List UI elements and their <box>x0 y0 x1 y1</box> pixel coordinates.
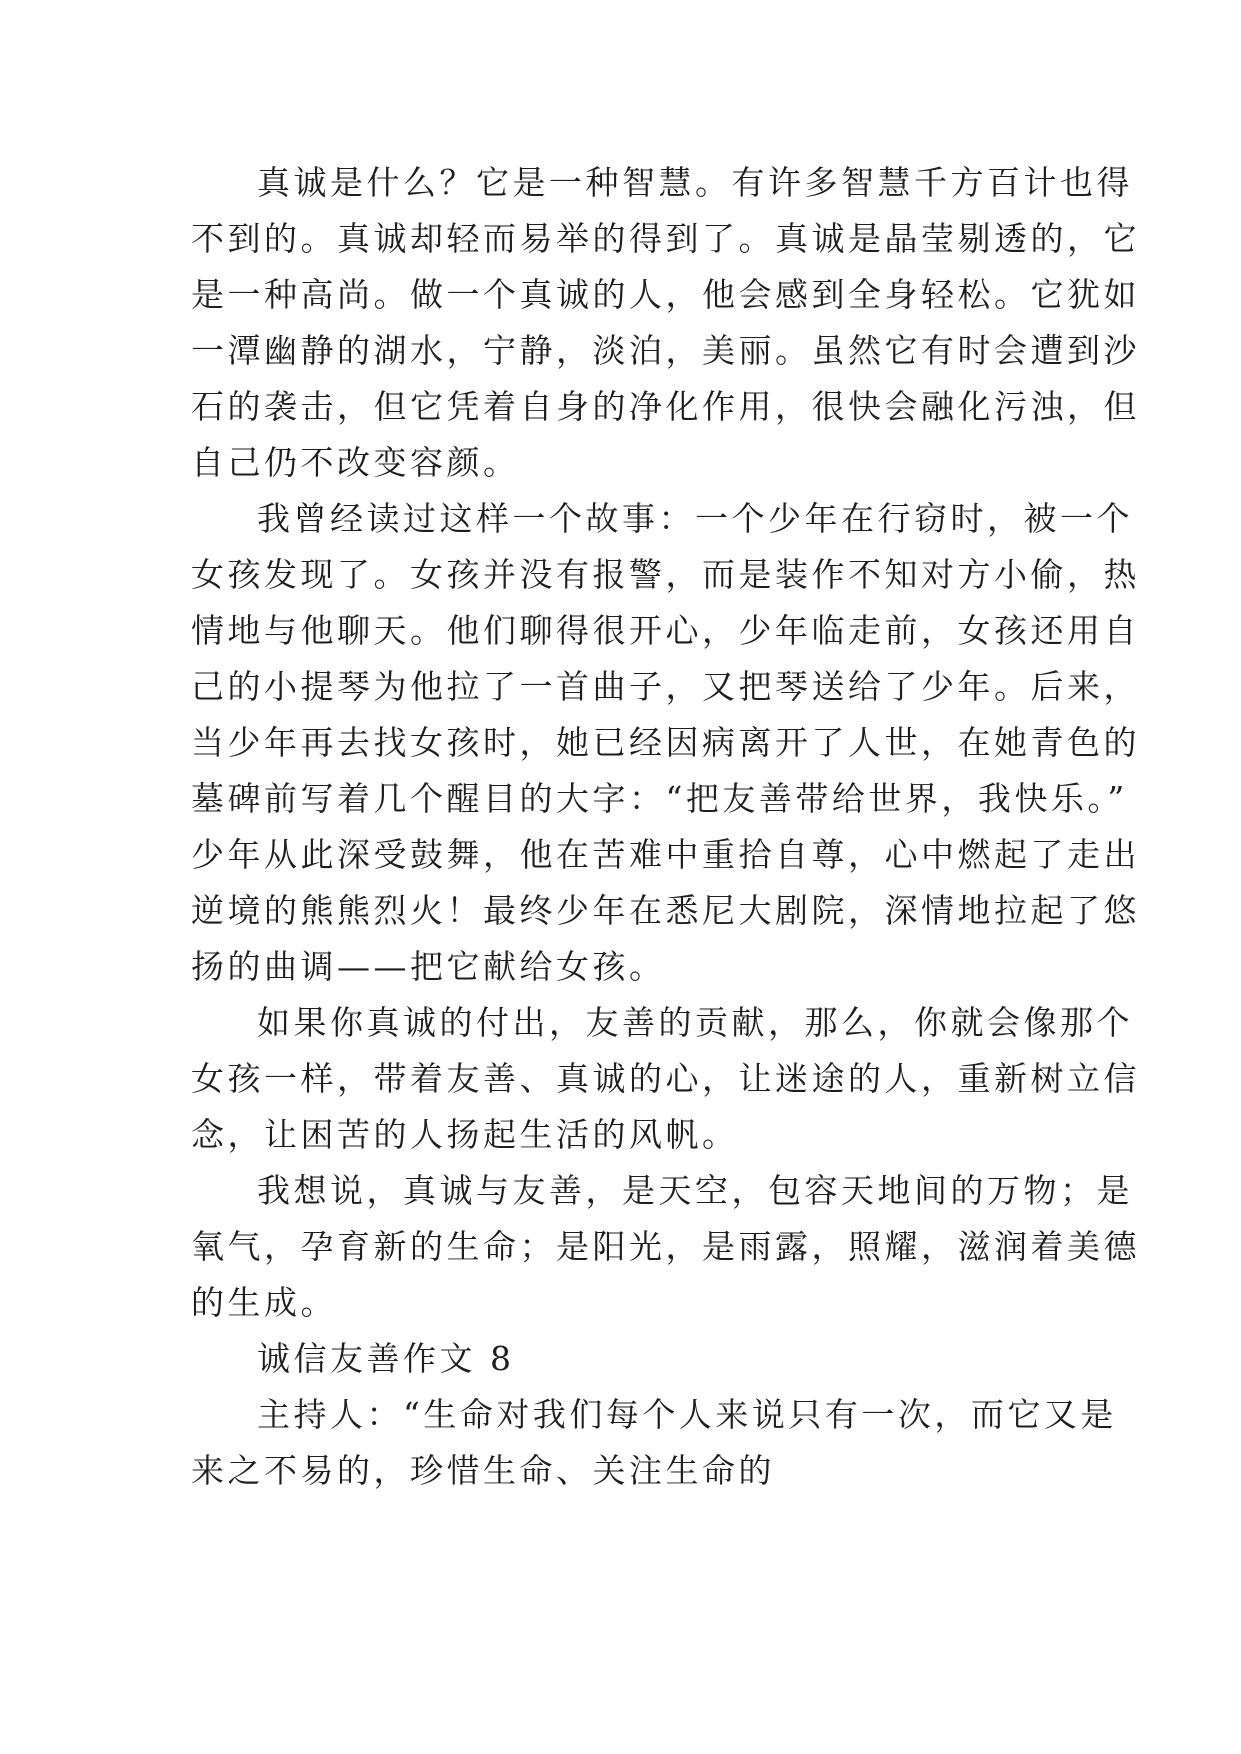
text-line: 逆境的熊熊烈火！最终少年在悉尼大剧院，深情地拉起了悠 <box>191 891 1140 930</box>
text-line: 少年从此深受鼓舞，他在苦难中重拾自尊，心中燃起了走出 <box>191 835 1140 874</box>
text-line: 扬的曲调——把它献给女孩。 <box>191 947 666 986</box>
text-line: 我想说，真诚与友善，是天空，包容天地间的万物；是 <box>257 1171 1133 1210</box>
text-line: 自己仍不改变容颜。 <box>191 443 520 482</box>
text-line: 女孩发现了。女孩并没有报警，而是装作不知对方小偷，热 <box>191 555 1140 594</box>
text-line: 女孩一样，带着友善、真诚的心，让迷途的人，重新树立信 <box>191 1059 1140 1098</box>
text-line: 己的小提琴为他拉了一首曲子，又把琴送给了少年。后来， <box>191 667 1140 706</box>
text-line: 墓碑前写着几个醒目的大字：“把友善带给世界，我快乐。” <box>191 779 1128 818</box>
text-line: 来之不易的，珍惜生命、关注生命的 <box>191 1451 775 1490</box>
text-line: 真诚是什么？它是一种智慧。有许多智慧千方百计也得 <box>257 163 1133 202</box>
text-line: 情地与他聊天。他们聊得很开心，少年临走前，女孩还用自 <box>191 611 1140 650</box>
text-line: 的生成。 <box>191 1283 337 1322</box>
text-line: 一潭幽静的湖水，宁静，淡泊，美丽。虽然它有时会遭到沙 <box>191 331 1140 370</box>
text-line: 我曾经读过这样一个故事：一个少年在行窃时，被一个 <box>257 499 1133 538</box>
text-line: 是一种高尚。做一个真诚的人，他会感到全身轻松。它犹如 <box>191 275 1140 314</box>
text-line: 念，让困苦的人扬起生活的风帆。 <box>191 1115 739 1154</box>
text-line: 主持人：“生命对我们每个人来说只有一次，而它又是 <box>257 1395 1117 1434</box>
text-line: 如果你真诚的付出，友善的贡献，那么，你就会像那个 <box>257 1003 1133 1042</box>
section-title: 诚信友善作文 8 <box>257 1339 515 1378</box>
text-line: 石的袭击，但它凭着自身的净化作用，很快会融化污浊，但 <box>191 387 1140 426</box>
document-body <box>191 155 1140 1499</box>
text-line: 当少年再去找女孩时，她已经因病离开了人世，在她青色的 <box>191 723 1140 762</box>
text-line: 不到的。真诚却轻而易举的得到了。真诚是晶莹剔透的，它 <box>191 219 1140 258</box>
text-line: 氧气，孕育新的生命；是阳光，是雨露，照耀，滋润着美德 <box>191 1227 1140 1266</box>
